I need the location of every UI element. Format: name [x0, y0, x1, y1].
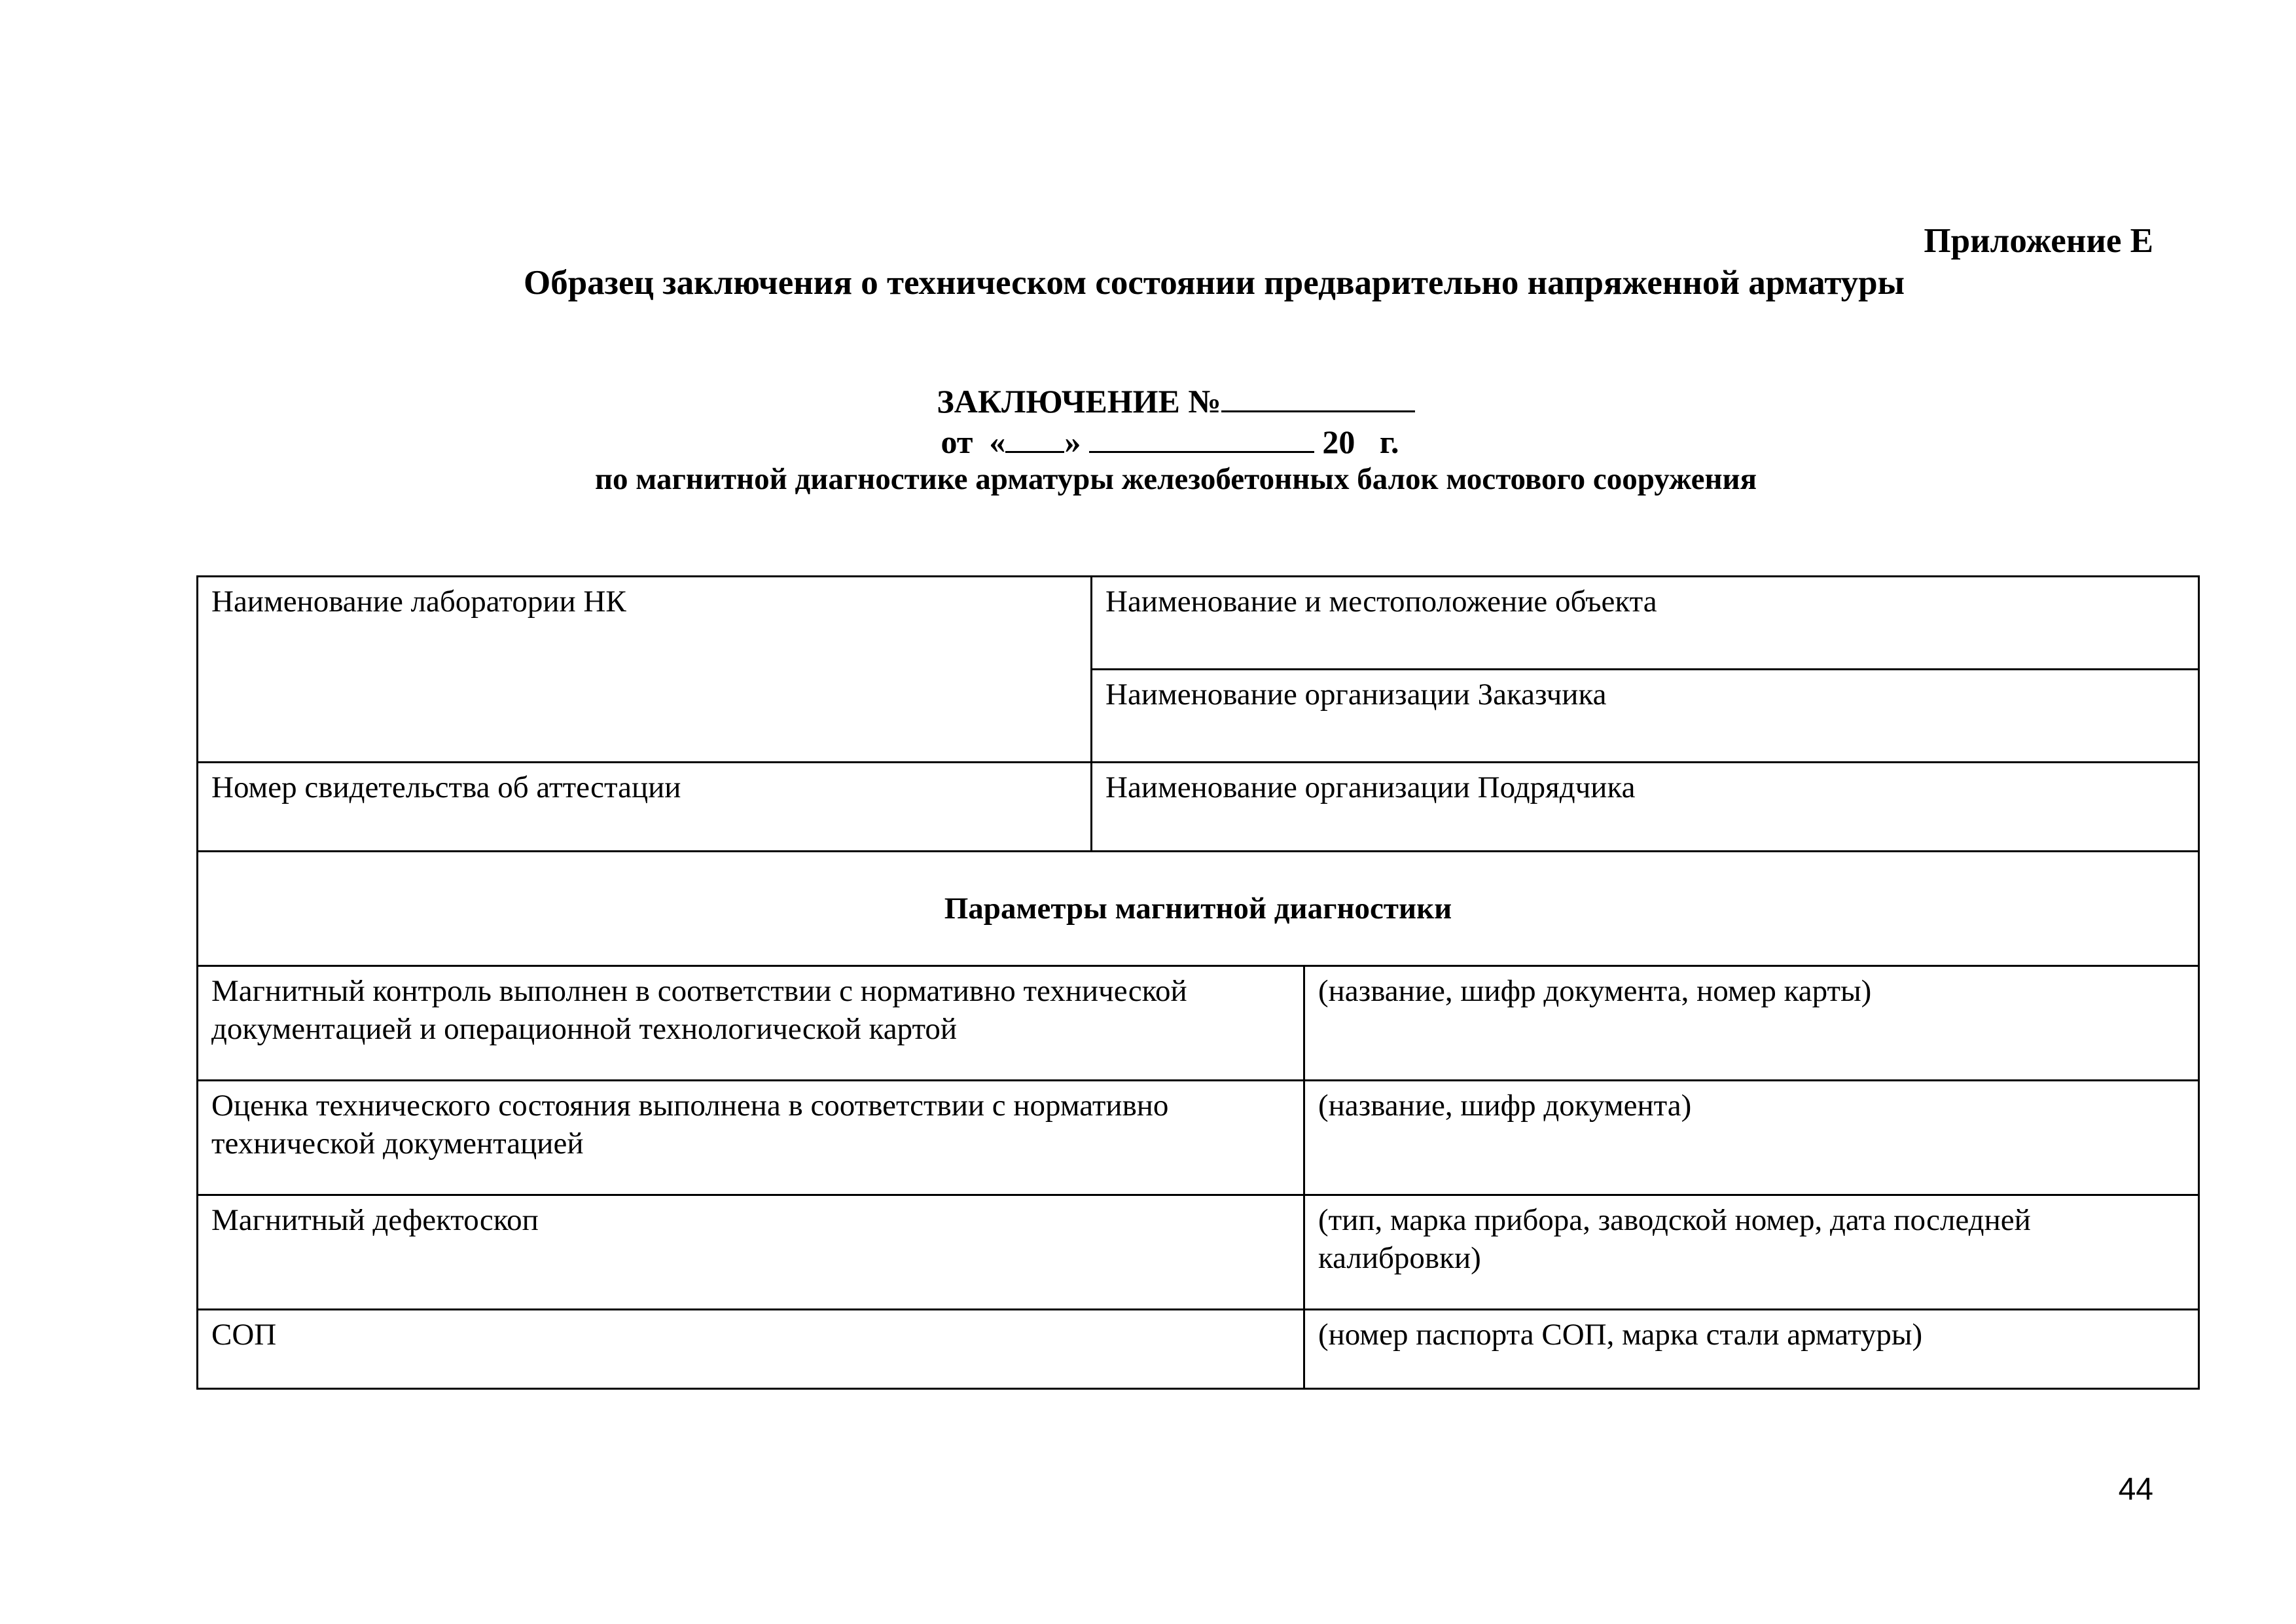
date-mid: »: [1064, 424, 1081, 460]
certificate-cell: Номер свидетельства об аттестации: [198, 763, 1092, 852]
page-title: Образец заключения о техническом состоянии предварительно напряженной арматуры: [523, 264, 1905, 302]
appendix-label: Приложение Е: [1924, 222, 2153, 260]
page-number: 44: [2118, 1472, 2153, 1507]
param-value-cell: (номер паспорта СОП, марка стали арматуры): [1304, 1310, 2199, 1389]
lab-name-cell: Наименование лаборатории НК: [198, 577, 1092, 763]
conclusion-title: [0, 382, 2296, 421]
date-year: 20 г.: [1314, 424, 1399, 460]
customer-cell: Наименование организации Заказчика: [1092, 670, 2199, 763]
date-prefix: от «: [941, 424, 1006, 460]
conclusion-title-text: ЗАКЛЮЧЕНИЕ №: [937, 383, 1221, 420]
day-blank: [1005, 422, 1064, 453]
param-label-cell: Оценка технического состояния выполнена в соответствии с нормативно технической документацией: [198, 1081, 1304, 1195]
object-name-cell: Наименование и местоположение объекта: [1092, 577, 2199, 670]
month-blank: [1089, 422, 1314, 453]
section-title-cell: Параметры магнитной диагностики: [198, 852, 2199, 966]
conclusion-form-table: [196, 575, 2200, 1390]
table-row: [198, 1310, 2199, 1389]
table-row: [198, 1195, 2199, 1310]
param-label-cell: Магнитный контроль выполнен в соответствии с нормативно технической документацией и операционной технологической картой: [198, 966, 1304, 1081]
param-value-cell: (название, шифр документа): [1304, 1081, 2199, 1195]
table-row: [198, 966, 2199, 1081]
table-row: [198, 1081, 2199, 1195]
param-value-cell: (тип, марка прибора, заводской номер, дата последней калибровки): [1304, 1195, 2199, 1310]
conclusion-number-blank: [1221, 382, 1415, 412]
contractor-cell: Наименование организации Подрядчика: [1092, 763, 2199, 852]
param-value-cell: (название, шифр документа, номер карты): [1304, 966, 2199, 1081]
conclusion-date-line: [0, 422, 2296, 461]
conclusion-subtitle: по магнитной диагностике арматуры железобетонных балок мостового сооружения: [594, 462, 1757, 496]
param-label-cell: СОП: [198, 1310, 1304, 1389]
param-label-cell: Магнитный дефектоскоп: [198, 1195, 1304, 1310]
